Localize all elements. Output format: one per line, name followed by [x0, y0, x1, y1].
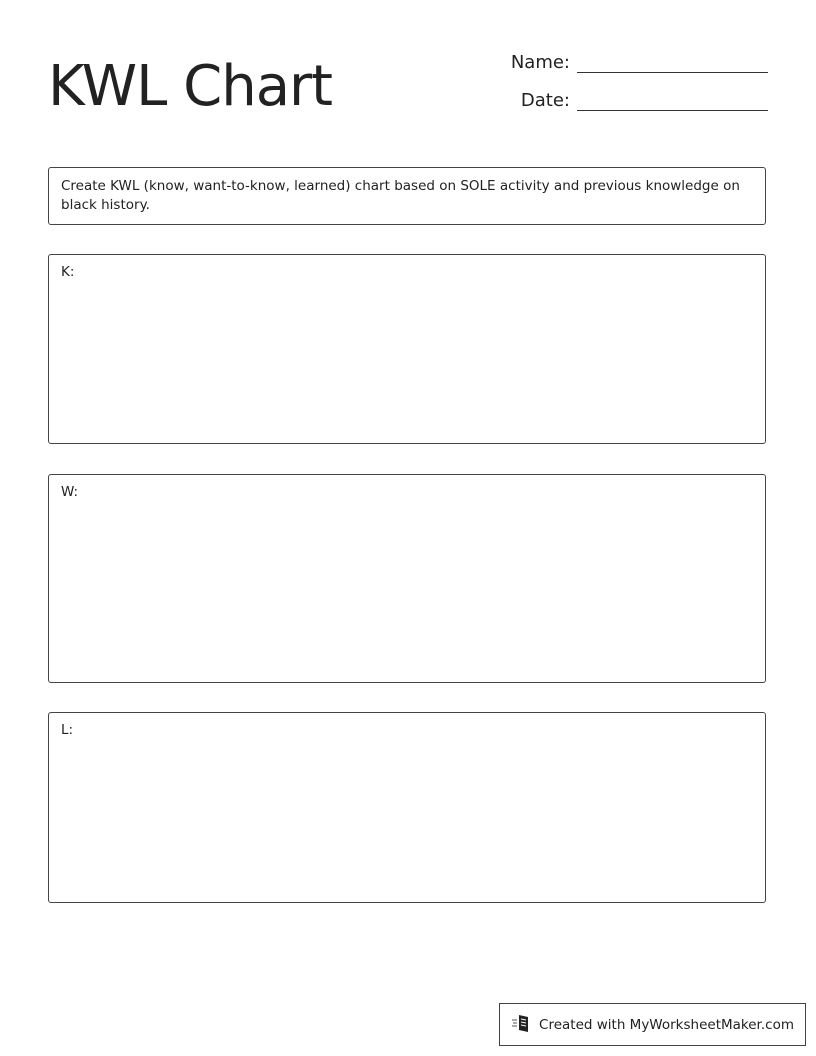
- want-label: W:: [61, 484, 79, 500]
- date-label: Date:: [520, 90, 570, 111]
- name-field: [500, 52, 768, 73]
- footer-text: Created with MyWorksheetMaker.com: [539, 1016, 794, 1033]
- date-field: [500, 90, 768, 111]
- learned-label: L:: [61, 722, 74, 738]
- date-input-line[interactable]: [577, 90, 768, 111]
- name-input-line[interactable]: [577, 52, 768, 73]
- want-to-know-section[interactable]: [48, 474, 766, 683]
- know-label: K:: [61, 264, 75, 280]
- page-title: KWL Chart: [48, 54, 332, 119]
- know-section[interactable]: [48, 254, 766, 444]
- learned-section[interactable]: [48, 712, 766, 903]
- name-label: Name:: [510, 52, 570, 73]
- instructions-box: Create KWL (know, want-to-know, learned) chart based on SOLE activity and previous knowledge on black history.: [48, 167, 766, 225]
- footer-credit[interactable]: [499, 1003, 806, 1046]
- worksheet-logo-icon: [511, 1012, 533, 1038]
